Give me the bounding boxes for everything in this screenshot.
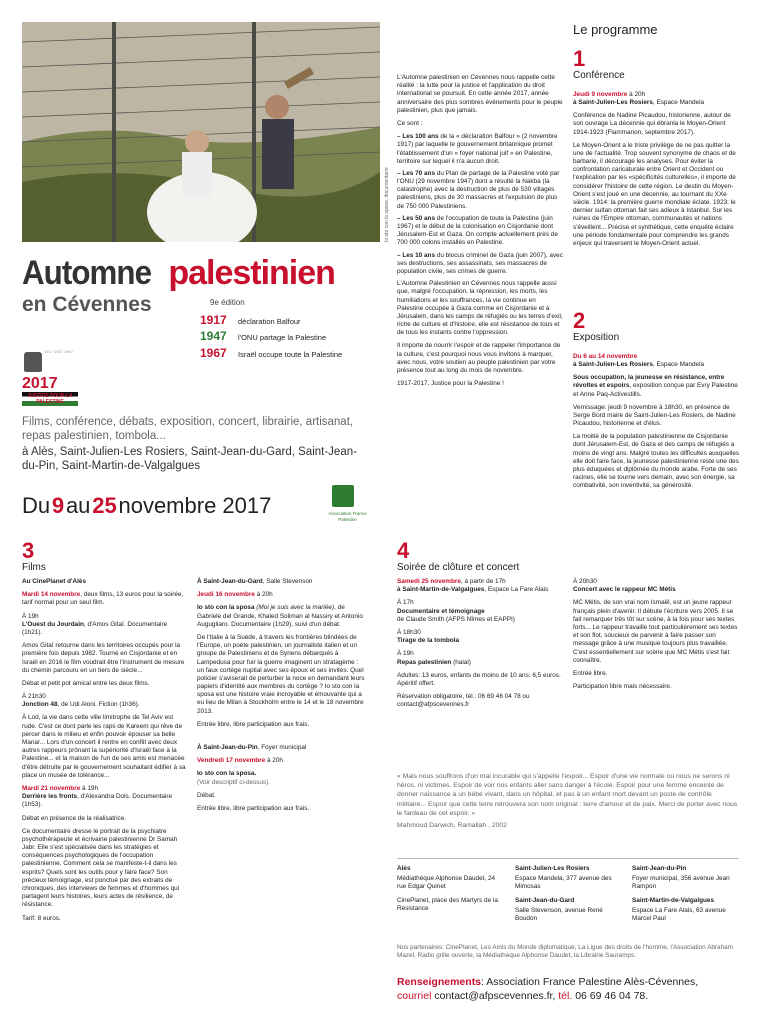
intro-item (397, 252, 563, 277)
timeline-row (200, 346, 380, 361)
place-bold: à Saint-Martin-de-Valgalgues (397, 586, 485, 594)
film-note: Débat. (197, 791, 216, 799)
concert-entry: Entrée libre. (573, 669, 608, 677)
footer-tel-label: tél. (558, 990, 573, 1003)
footer: Renseignements: Association France Palestine Alès-Cévennes, courriel contact@afpscevennes.fr, tél. 06 69 46 04 78. (397, 976, 699, 1003)
event-item (397, 608, 567, 624)
price: Adultes: 13 euros, enfants de moins de 10 ans: 6,5 euros. Apéritif offert. (397, 671, 561, 687)
film-title (197, 604, 367, 629)
film-title (22, 793, 187, 809)
event-name: Concert avec le rappeur MC Métis (573, 586, 676, 594)
film-name: Derrière les fronts (22, 793, 78, 801)
address-lines: Médiathèque Alphonse Daudet, 24 rue Edgar Quinet (397, 875, 496, 891)
footer-email[interactable]: contact@afpscevennes.fr (434, 990, 553, 1003)
film-desc: Ce documentaire dresse le portrait de la psychiatre psychothérapeute et écrivaine palestinienne Dr Samah Jabr. Elle s'est spécialisée dans les stratégies et conséquences psychologiques de l'occupation palestinienne. Comment cela se manifeste-t-il dans les esprits? Quels sont les outils pour y faire face? Son précieux témoignage, est ponctué par des extraits de chroniques, des interviews de femmes et d'hommes qui partagent leurs histoires, leurs actes de résilience, de résistance. (22, 827, 180, 909)
place-text: , Foyer municipal (257, 744, 307, 751)
intro-item-bold: – Les 70 ans (397, 169, 436, 177)
address-lines: Espace Mandela, 377 avenue des Mimosas (515, 875, 612, 891)
place-bold: À Saint-Jean-du-Pin (197, 744, 258, 751)
event-name: Tirage de la tombola (397, 637, 460, 645)
timeline-year: 1947 (200, 329, 227, 344)
intro-item-bold: – Les 100 ans (397, 133, 439, 141)
footer-assoc: : Association France Palestine Alès-Cévennes, (481, 976, 699, 988)
date-detail: , deux films, 13 euros pour la soirée, tarif normal pour un seul film. (22, 591, 184, 607)
address-col2 (515, 865, 615, 928)
footer-label: Renseignements (397, 976, 482, 988)
cover-photo (22, 22, 380, 242)
section-title: Conférence (573, 70, 625, 81)
places: à Alès, Saint-Julien-Les Rosiers, Saint-Jean-du-Gard, Saint-Jean-du-Pin, Saint-Martin-de-Valgalgues (22, 446, 357, 472)
section-title: Exposition (573, 332, 620, 343)
soiree-col1 (397, 578, 567, 714)
title-word2: palestinien (168, 254, 335, 292)
intro-item-text: de la « déclaration Balfour » (2 novembre 1917) par laquelle le gouvernement britannique promet l'établissement d'un « foyer national juif » en Palestine, territoire sur lequel il n'a aucun droit. (397, 133, 558, 165)
intro-item-bold: – Les 10 ans (397, 251, 436, 259)
section-title: Films (22, 562, 46, 573)
place-bold: À Saint-Jean-du-Gard (197, 578, 263, 585)
timeline-text: déclaration Balfour (238, 317, 301, 326)
timeline-row (200, 329, 380, 344)
expo-p2: Vernissage: jeudi 9 novembre à 18h30, en présence de Serge Bord maire de Saint-Julien-Les Rosiers, de Nadine Picaudou, historienne et d'élus. (573, 403, 736, 428)
logo-text: JUSTICE POUR LA PALESTINE (22, 392, 78, 406)
intro-item (397, 133, 563, 166)
address-col3 (632, 865, 740, 928)
film-name: Jonction 48 (22, 701, 58, 709)
intro-p2: L'Automne Palestinien en Cévennes nous rappelle aussi que, malgré l'occupation, la répression, les morts, les humiliations et les souffrances, la vie continue en Palestine occupée à Gaza comme en Cisjordanie et à Jérusalem, dans les camps de réfugiés ou les terres d'exil, riche de culture et d'histoire, elle est résistance de tous et de tous les instants contre l'oppression. (397, 280, 563, 337)
intro-ce-sont: Ce sont : (397, 119, 423, 127)
dates-rest: novembre 2017 (118, 493, 272, 518)
intro-item (397, 215, 563, 248)
quote (397, 772, 739, 835)
event-place (573, 361, 741, 369)
photo-credit: Io sto con la sposa, documentaire (384, 167, 390, 242)
logo-year: 2017 (22, 375, 58, 392)
time-text: à 20h (627, 90, 646, 98)
film-title (197, 770, 367, 786)
timeline (200, 313, 380, 361)
film-desc: De l'Italie à la Suède, à travers les frontières blindées de l'Europe, un poète palestinien, un journaliste italien et un groupe de Palestiniens et de Syriens débarqués à Lampedusa pour fuir la guerre imaginent un stratagème : un faux cortège nuptial avec ses époux et ses invités. Quel policier s'aviserait de perturber la noce en demandant leurs papiers d'identité aux membres du cortège ? Io sto con la sposa est une histoire vraie incroyable et émouvante qui a eu lieu de Milan à Stockholm entre le 14 et le 18 novembre 2013. (197, 633, 365, 715)
time-text: à 19h (80, 784, 99, 792)
cinema-place (197, 578, 367, 586)
intro-item-bold: – Les 50 ans (397, 214, 436, 222)
film-title (22, 701, 187, 709)
film-note: Débat en présence de la réalisatrice. (22, 814, 127, 822)
place-text: , Espace La Fare Alais (484, 586, 549, 594)
dates (22, 492, 271, 520)
section-soiree (397, 540, 742, 581)
intro-p3: Il importe de nourrir l'espoir et de rappeler l'importance de la culture, c'est pourquoi nous vous invitons à marquer, avec nous, votre soutien au peuple palestinien par votre présence tout au long du mois de novembre. (397, 342, 561, 374)
film-time: À 19h (22, 612, 39, 620)
section-exposition (573, 310, 741, 496)
programme-header: Le programme (573, 22, 658, 37)
section-title: Soirée de clôture et concert (397, 562, 520, 573)
time-text: à 20h (254, 591, 273, 599)
event-detail: (halal) (451, 658, 471, 666)
timeline-text: l'ONU partage la Palestine (238, 333, 327, 343)
event-time: À 19h (397, 650, 414, 658)
intro-item (397, 170, 563, 211)
film-tarif: Tarif: 8 euros. (22, 914, 61, 922)
film-note: Entrée libre, libre participation aux frais. (197, 720, 310, 728)
dates-du: Du (22, 493, 51, 518)
place-bold: à Saint-Julien-Les Rosiers (573, 98, 653, 106)
film-name: Io sto con la sposa. (197, 770, 257, 778)
section-number: 3 (22, 538, 35, 563)
event-time: À 18h30 (397, 628, 421, 636)
quote-author: Mahmoud Darwich, Ramallah , 2002 (397, 821, 507, 829)
dates-au: au (65, 493, 91, 518)
film-desc: Amos Gitaï retourne dans les territoires occupés pour la première fois depuis 1982. Tourné en Cisjordanie et en Israël en 2016 le film voudrait être l'instrument de mesure du chemin parcouru en un tiers de siècle... (22, 642, 185, 674)
main-title (22, 252, 335, 296)
film-time: À 21h30 (22, 693, 46, 701)
date-text: Samedi 25 novembre (397, 578, 461, 585)
dates-d1: 9 (51, 493, 65, 518)
address-city: Saint-Jean-du-Pin (632, 865, 687, 872)
concert-desc: MC Métis, de son vrai nom Ismaël, est un jeune rappeur français plein d'avenir. Il débute l'écriture vers 2005. Il se fait remarquer très tôt sur scène, à la fois pour ses textes forts... Le rappeur travaille tout particulièrement ses textes et son flot, soucieux de parvenir à faire passer son message grâce à une musique toujours plus travaillée. C'est essentiellement sur scène que MC Métis s'est fait connaître. (573, 599, 738, 664)
film-name: L'Ouest du Jourdain (22, 620, 84, 628)
conf-p2: Le Moyen-Orient a le triste privilège de ne pas quitter la une de l'actualité. Trop souvent synonyme de chaos et de barbarie, il décourage les analyses. Pour éviter la confrontation caricaturale entre Orient et Occident ou l'explication par les «spécificités culturelles», il importe de considérer l'histoire de cette région. Le destin du Moyen-Orient s'est joué en une décennie, au tournant du XXe siècle. 1914: la première guerre mondiale éclate. 1923: le dernier sultan ottoman fait ses adieux à Istanbul. Sur les ruines de l'Empire ottoman, communautés et nations s'éveillent... Précise et synthétique, cette enquête éclaire une période fondamentale pour comprendre les grands enjeux qui traversent le Moyen-Orient actuel. (573, 141, 736, 247)
event-date (397, 578, 567, 586)
assoc-logo-mark (332, 485, 354, 507)
cinema-place: Au CinePlanet d'Alès (22, 578, 87, 585)
event-place (397, 586, 567, 594)
address-ales (397, 865, 502, 918)
event-name: Documentaire et témoignage (397, 607, 485, 615)
footer-tel[interactable]: 06 69 46 04 78. (575, 990, 649, 1003)
address-city: Saint-Martin-de-Valgalgues (632, 896, 715, 904)
film-subtitle: (Moi je suis avec la mariée) (254, 604, 335, 612)
intro-p4: 1917-2017, Justice pour la Palestine ! (397, 380, 504, 388)
activities: Films, conférence, débats, exposition, concert, librairie, artisanat, repas palestinien, tombola... (22, 416, 354, 442)
cinema-place (197, 744, 367, 752)
film-credit: , de Gabriele del Grande, Khaled Soliman al Nassiry et Antonio Augugliaro. Documentaire (1h29), suivi d'un débat. (197, 604, 363, 628)
film-note: Entrée libre, libre participation aux frais. (197, 804, 310, 812)
event-detail: de Claude Smith (AFPS Nîmes et EAPPI) (397, 615, 515, 623)
event-time: À 20h30 (573, 578, 597, 585)
event-place (573, 99, 741, 107)
expo-text: , exposition conçue par Evry Palestine et Anne Paq-Activestills. (573, 382, 738, 398)
address-lines: Salle Stevenson, avenue René Boudon (515, 906, 603, 922)
date-text: Jeudi 9 novembre (573, 90, 628, 98)
film-title (22, 621, 187, 637)
intro-p1: L'Automne palestinien en Cévennes nous rappelle cette réalité : la lutte pour la justice et l'application du droit international se poursuit. En cette année 2017, année anniversaire des plus sombres événements pour le peuple palestinien, plus que jamais. (397, 74, 563, 114)
timeline-year: 1967 (200, 345, 227, 360)
logo-years-small: 1917 1947 1967 (44, 349, 73, 354)
section-number: 2 (573, 308, 586, 333)
address-city: Saint-Julien-Les Rosiers (515, 865, 590, 872)
reservation: Réservation obligatoire, tél.: 06 69 46 04 78 ou contact@afpscevennes.fr (397, 693, 530, 709)
film-credit: , de Udi Aloni. Fiction (1h36). (57, 701, 140, 709)
films-col1 (22, 578, 187, 928)
address-lines: Foyer municipal, 356 avenue Jean Rampon (632, 875, 730, 891)
timeline-year: 1917 (200, 313, 227, 327)
time-text: , à partir de 17h (460, 578, 506, 585)
expo-title: Sous occupation, la jeunesse en résistance, entre révoltes et espoirs (573, 374, 725, 390)
intro-item-text: du Plan de partage de la Palestine voté par l'ONU (29 novembre 1947) dont a résulté la Nakba (la catastrophe) avec la destruction de plus de 530 villages palestiniens, plus de 30 massacres et l'expulsion de plus de 750 000 Palestiniens. (397, 169, 560, 210)
date-text: Mardi 21 novembre (22, 784, 81, 792)
film-credit: , d'Alexandra Dols. Documentaire (1h53). (22, 793, 173, 809)
section-conference (573, 48, 741, 253)
conf-p1: Conférence de Nadine Picaudou, historienne, autour de son ouvrage La décennie qui ébranla le Moyen-Orient 1914-1923 (Flammarion, septembre 2017). (573, 112, 731, 136)
intro-item-text: de l'occupation de toute la Palestine (juin 1967) et le début de la colonisation en Cisjordanie dont Jérusalem-Est et Gaza. On compte actuellement près de 700 000 colons installés en Palestine. (397, 214, 558, 247)
address-city: Alès (397, 865, 411, 872)
title-sub: en Cévennes (22, 293, 152, 316)
place-text: , Espace Mandela (652, 98, 705, 106)
section-films (22, 540, 367, 581)
date-text: Jeudi 16 novembre (197, 591, 255, 599)
date-text: Mardi 14 novembre (22, 591, 81, 599)
event-item (397, 659, 567, 667)
title-word1: Automne (22, 254, 152, 292)
address-lines: CinePlanet, place des Martyrs de la Résistance (397, 896, 498, 912)
place-text: , Salle Stevenson (262, 578, 313, 585)
soiree-col2 (573, 578, 741, 696)
intro-item-text: du blocus criminel de Gaza (juin 2007), avec ses destructions, ses assassinats, ses massacres de population civile, ses crimes de guerre. (397, 251, 563, 275)
intro-column (397, 74, 563, 393)
quote-text: « Mais nous souffrons d'un mal incurable qui s'appelle l'espoir... Espoir d'une vie normale où nous ne serons ni héros, ni victimes. Espoir de voir nos enfants aller sans danger à l'école. Espoir pour une femme enceinte de donner naissance à un bébé vivant, dans un hôpital, et pas à un enfant mort devant un poste de contrôle militaire... Espoir que cette terre retrouvera son nom original : terre d'amour et de paix. Merci de porter avec nous le fardeau de cet espoir. » (397, 773, 738, 817)
assoc-logo (320, 473, 375, 528)
place-text: , Espace Mandela (652, 360, 705, 368)
expo-p3: La moitié de la population palestinienne de Cisjordanie dont Jérusalem-Est, de Gaza et des camps de réfugiés a moins de vingt ans. Malgré toutes les difficultés auxquelles elle doit faire face, la jeunesse palestinienne reste une des plus éduquées et diplômée du monde arabe. Forte de ses racines, elle se tourne vers demain, avec son énergie, sa combativité, son inventivité, sa générosité. (573, 433, 740, 490)
partners: Nos partenaires: CinePlanet, Les Amis du Monde diplomatique, La Ligue des droits de l'homme, l'Association Abraham Mazel, Radio grille ouverte, la Médiathèque Alphonse Daudet, la Librairie Sauramps. (397, 944, 734, 960)
film-credit: (Voir descriptif ci-dessus). (197, 778, 271, 786)
expo-p1 (573, 374, 741, 399)
photo-illustration (22, 22, 380, 242)
address-city: Saint-Jean-du-Gard (515, 896, 575, 904)
film-name: Io sto con la sposa (197, 604, 255, 612)
date-text: Vendredi 17 novembre (197, 757, 266, 765)
film-date (197, 591, 367, 599)
section-number: 1 (573, 46, 586, 71)
dates-d2: 25 (92, 493, 117, 518)
place-bold: à Saint-Julien-Les Rosiers (573, 360, 653, 368)
concert-participation: Participation libre mais nécessaire. (573, 683, 672, 691)
timeline-row (200, 313, 380, 328)
footer-courriel: courriel (397, 990, 432, 1003)
event-name: Repas palestinien (397, 658, 452, 666)
film-credit: , d'Amos Gitaï. Documentaire (1h21). (22, 620, 168, 636)
event-date: Du 6 au 14 novembre (573, 352, 638, 360)
time-text: à 20h (265, 757, 283, 765)
justice-logo (22, 350, 78, 408)
address-lines: Espace La Fare Alais, 63 avenue Marcel Paul (632, 906, 726, 922)
section-number: 4 (397, 538, 410, 563)
film-desc: À Lod, la vie dans cette ville limitrophe de Tel Aviv est rude. C'est ce dont parle les raps de Kareem qui rêve de percer dans le milieu et enfin pouvoir épouser sa belle Manar... Lors d'un concert il rentre en conflit avec deux autres rappeurs prônant la supériorité d'Israël face à la Palestine... et la maison de l'un de ses amis est menacée d'être détruite par le gouvernement souhaitant édifier à sa place un musée de tolérance... (22, 714, 186, 779)
film-date (22, 591, 187, 607)
lock-icon (24, 352, 42, 372)
event-date (573, 91, 741, 99)
film-date (22, 785, 187, 793)
assoc-logo-text: Association France Palestine (328, 511, 367, 522)
edition: 9e édition (210, 298, 245, 307)
films-col2 (197, 578, 367, 818)
film-note: Débat et petit pot amical entre les deux films. (22, 679, 150, 687)
event-time: À 17h (397, 599, 414, 607)
divider (397, 858, 739, 859)
timeline-text: Israël occupe toute la Palestine (238, 349, 343, 359)
film-date (197, 757, 367, 765)
